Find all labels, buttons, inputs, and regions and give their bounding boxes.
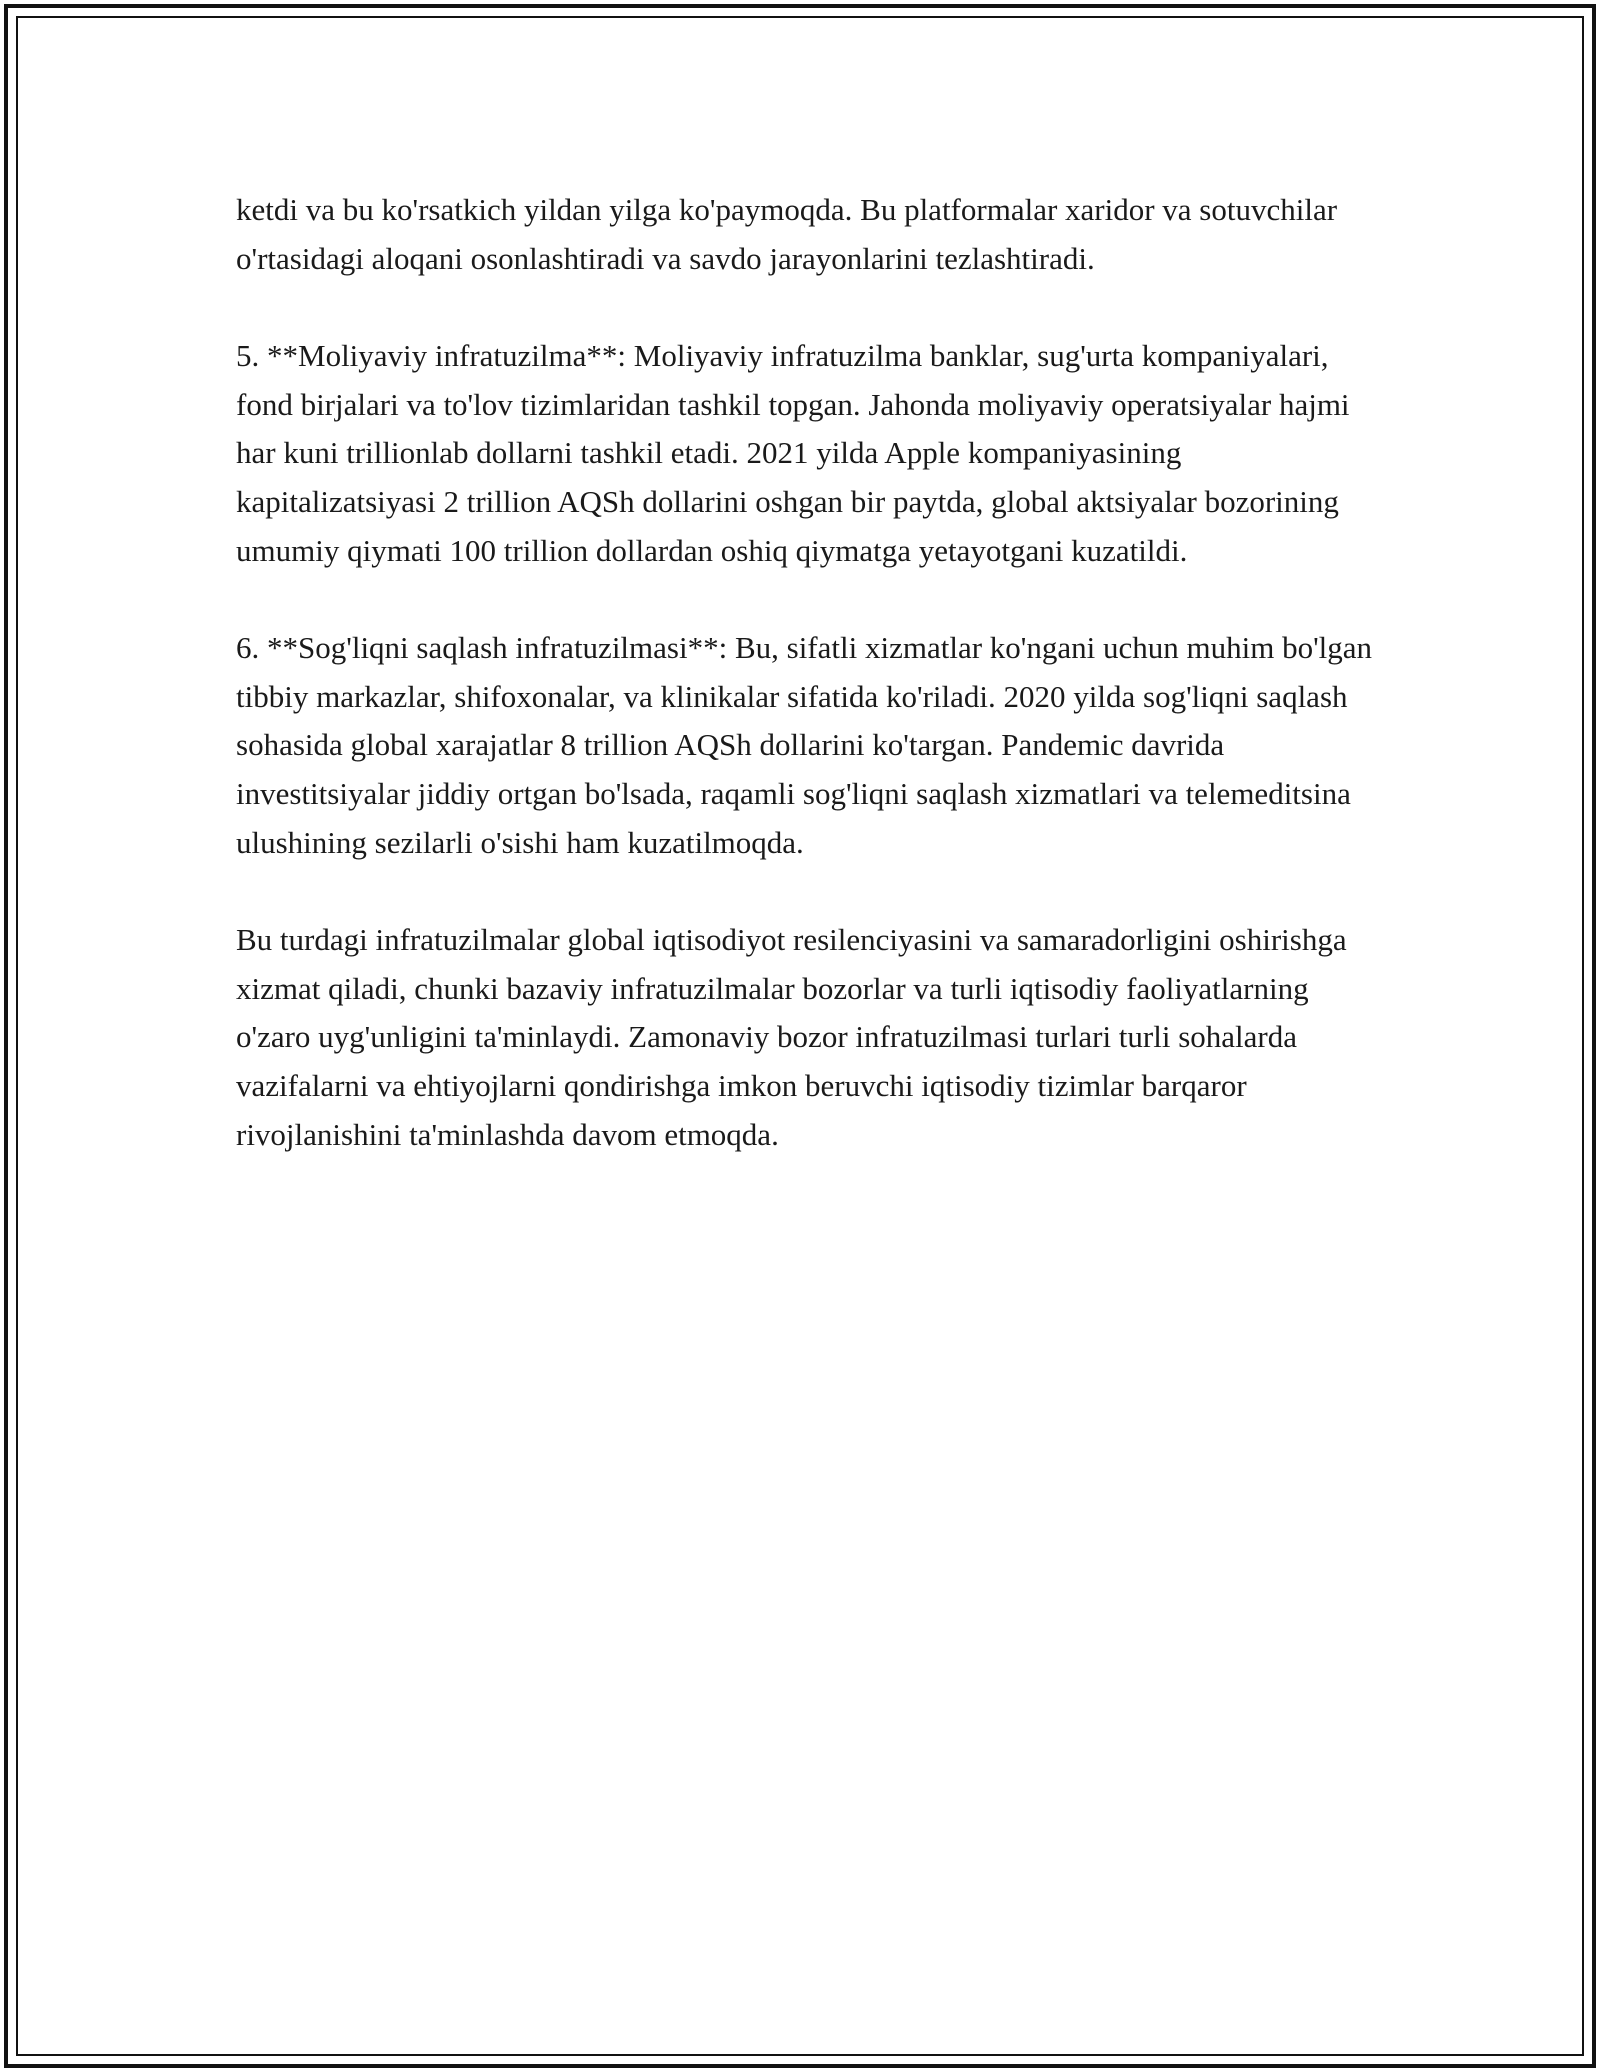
paragraph-healthcare-infrastructure: 6. **Sog'liqni saqlash infratuzilmasi**: Bu, sifatli xizmatlar ko'ngani uchun muhim bo'lgan tibbiy markazlar, shifoxonalar, va klinikalar sifatida ko'riladi. 2020 yilda sog'liqni saqlash sohasida global xarajatlar 8 trillion AQSh dollarini ko'targan. Pandemic davrida investitsiyalar jiddiy ortgan bo'lsada, raqamli sog'liqni saqlash xizmatlari va telemeditsina ulushining sezilarli o'sishi ham kuzatilmoqda. [236,630,1373,860]
paragraph-conclusion: Bu turdagi infratuzilmalar global iqtisodiyot resilenciyasini va samaradorligini oshirishga xizmat qiladi, chunki bazaviy infratuzilmalar bozorlar va turli iqtisodiy faoliyatlarning o'zaro uyg'unligini ta'minlaydi. Zamonaviy bozor infratuzilmasi turlari turli sohalarda vazifalarni va ehtiyojlarni qondirishga imkon beruvchi iqtisodiy tizimlar barqaror rivojlanishini ta'minlashda davom etmoqda. [236,922,1347,1152]
paragraph-financial-infrastructure: 5. **Moliyaviy infratuzilma**: Moliyaviy infratuzilma banklar, sug'urta kompaniyalari, fond birjalari va to'lov tizimlaridan tashkil topgan. Jahonda moliyaviy operatsiyalar hajmi har kuni trillionlab dollarni tashkil etadi. 2021 yilda Apple kompaniyasining kapitalizatsiyasi 2 trillion AQSh dollarini oshgan bir paytda, global aktsiyalar bozorining umumiy qiymati 100 trillion dollardan oshiq qiymatga yetayotgani kuzatildi. [236,338,1350,568]
paragraph-platforms-continuation: ketdi va bu ko'rsatkich yildan yilga ko'paymoqda. Bu platformalar xaridor va sotuvchilar o'rtasidagi aloqani osonlashtiradi va savdo jarayonlarini tezlashtiradi. [236,192,1338,276]
document-body [236,186,1386,1208]
